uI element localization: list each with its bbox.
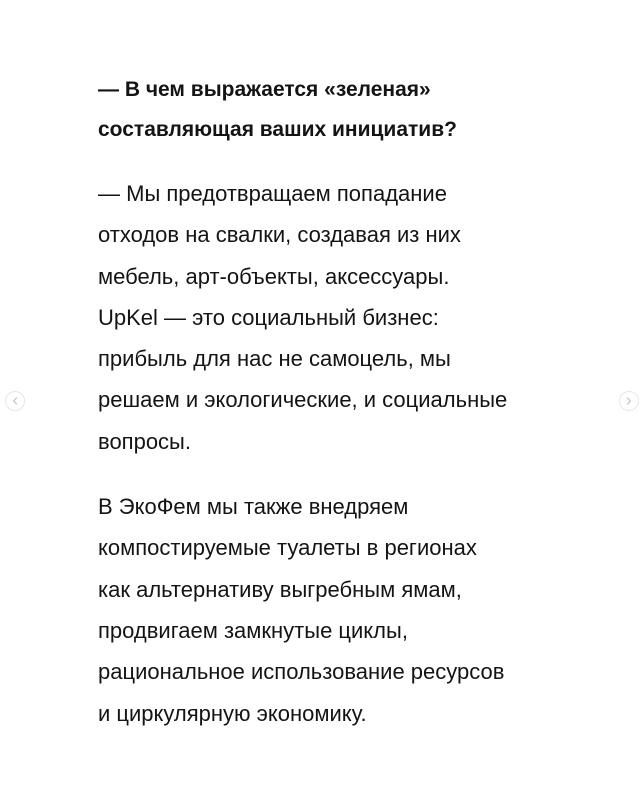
answer-paragraph-2 xyxy=(98,486,618,734)
chevron-left-icon xyxy=(11,397,19,405)
answer-line: мебель, арт-объекты, аксессуары. xyxy=(98,263,450,289)
question-line: — В чем выражается «зеленая» xyxy=(98,78,431,101)
answer-line: В ЭкоФем мы также внедряем xyxy=(98,494,409,520)
interview-question xyxy=(98,70,618,150)
answer-line: рациональное использование ресурсов xyxy=(98,659,505,685)
answer-line: прибыль для нас не самоцель, мы xyxy=(98,346,451,372)
answer-line: решаем и экологические, и социальные xyxy=(98,387,508,413)
interview-text xyxy=(98,70,618,758)
answer-paragraph-1 xyxy=(98,173,618,462)
answer-line: компостируемые туалеты в регионах xyxy=(98,535,477,561)
answer-line: и циркулярную экономику. xyxy=(98,700,367,726)
answer-line: продвигаем замкнутые циклы, xyxy=(98,617,408,643)
chevron-right-icon xyxy=(625,397,633,405)
next-slide-button[interactable] xyxy=(619,391,639,411)
answer-line: UpKel — это социальный бизнес: xyxy=(98,304,439,330)
answer-line: — Мы предотвращаем попадание xyxy=(98,181,447,206)
answer-line: как альтернативу выгребным ямам, xyxy=(98,576,462,602)
answer-line: вопросы. xyxy=(98,428,191,454)
question-line: составляющая ваших инициатив? xyxy=(98,118,457,141)
previous-slide-button[interactable] xyxy=(5,391,25,411)
answer-line: отходов на свалки, создавая из них xyxy=(98,222,461,248)
